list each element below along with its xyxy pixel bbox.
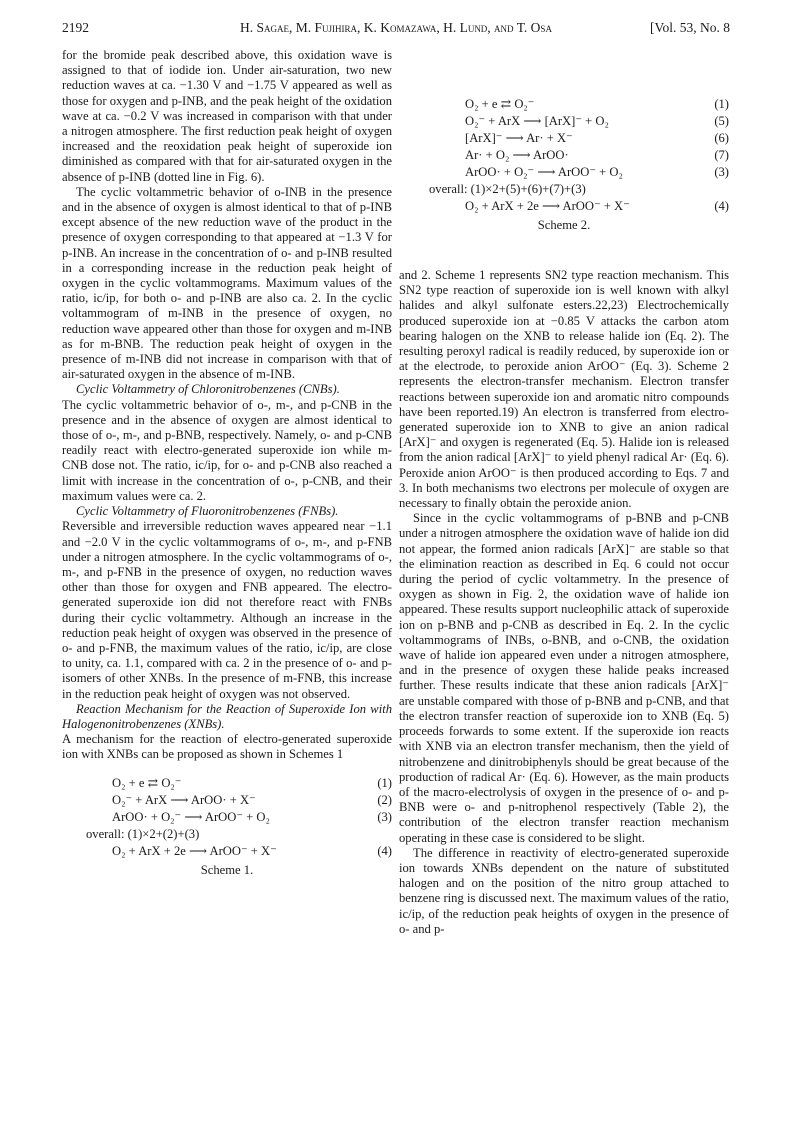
paragraph: The cyclic voltammetric behavior of o-, m-, and p-CNB in the presence and in the absence of oxygen are almost identical to those of o-, m-, and p-BNB, respectively. Namely, o- and p-CNB readily react with electro-generated superoxide ion while m-CNB dose not. The ratio, ic/ip, for o- and p-CNB also reached a limit with increase in the concentration of o-, p-CNB, and their maximum values were ca. 2. <box>62 397 392 503</box>
scheme-1 <box>62 775 392 878</box>
paragraph: The difference in reactivity of electro-generated superoxide ion towards XNBs dependent on the nature of substituted halogen and on the position of the nitro group attached to benzene ring is discussed next. The maximum values of the ratio, ic/ip, of the reduction peak heights of oxygen in the presence of o- and p- <box>399 845 729 936</box>
equation-row <box>62 775 392 792</box>
equation-number: (3) <box>377 809 392 824</box>
equation-row <box>399 181 729 198</box>
section-heading: Cyclic Voltammetry of Fluoronitrobenzenes (FNBs). <box>76 504 339 519</box>
scheme-2 <box>399 96 729 233</box>
equation-row <box>62 843 392 860</box>
equation-row <box>62 792 392 809</box>
equation: O₂ + ArX + 2e ⟶ ArOO⁻ + X⁻ <box>465 199 630 213</box>
equation-row <box>399 113 729 130</box>
equation-number: (3) <box>714 165 729 179</box>
section-heading: Cyclic Voltammetry of Chloronitrobenzenes (CNBs). <box>76 382 340 397</box>
equation: O₂ + e ⇄ O₂⁻ <box>465 97 535 111</box>
equation: Ar· + O₂ ⟶ ArOO· <box>465 148 569 162</box>
author-line: H. Sagae, M. Fujihira, K. Komazawa, H. Lund, and T. Osa <box>240 20 552 35</box>
equation: [ArX]⁻ ⟶ Ar· + X⁻ <box>465 131 573 145</box>
volume-label: [Vol. 53, No. 8 <box>649 20 730 35</box>
equation-row <box>399 130 729 147</box>
equation-row <box>399 198 729 215</box>
running-header <box>62 20 730 40</box>
equation: overall: (1)×2+(2)+(3) <box>86 826 200 841</box>
equation: O₂⁻ + ArX ⟶ ArOO· + X⁻ <box>112 792 256 807</box>
equation-number: (2) <box>377 792 392 807</box>
section-heading: Reaction Mechanism for the Reaction of Superoxide Ion with Halogenonitrobenzenes (XNBs). <box>62 701 392 731</box>
equation-row <box>62 809 392 826</box>
equation-number: (6) <box>714 131 729 145</box>
equation-number: (4) <box>377 843 392 858</box>
equation-number: (7) <box>714 148 729 162</box>
scheme-caption: Scheme 1. <box>200 862 254 877</box>
scheme-caption: Scheme 2. <box>537 218 591 232</box>
equation-number: (4) <box>714 199 729 213</box>
right-column <box>399 268 729 937</box>
equation: O₂⁻ + ArX ⟶ [ArX]⁻ + O₂ <box>465 114 609 128</box>
equation-number: (5) <box>714 114 729 128</box>
paragraph: Since in the cyclic voltammograms of p-BNB and p-CNB under a nitrogen atmosphere the oxidation wave of halide ion did not appear, the formed anion radicals [ArX]⁻ are stable so that the elimination reaction as described in Eq. 6 could not occur during the period of cyclic voltammetry. In the presence of oxygen as shown in Fig. 2, the oxidation wave of halide ion appeared. These results support nucleophilic attack of superoxide ion on p-BNB and p-CNB as described in Eq. 2. In the cyclic voltammograms of INBs, o-BNB, and o-CNB, the oxidation wave of halide ion appeared even under a nitrogen atmosphere, and in the presence of oxygen these halide peaks increased further. These results indicate that these anion radicals [ArX]⁻ are unstable compared with those of p-BNB and p-CNB, and that the electron transfer reaction of superoxide ion to XNB (Eq. 5) proceeds forwards to some extent. If the superoxide ion reacts with XNB via an electron transfer mechanism, then the yield of nitrobenzene and dinitrobiphenyls should be great because of the production of radical Ar· (Eq. 6). However, as the main products of the macro-electrolysis of oxygen in the presence of o- and p-BNB were o- and p-nitrophenol respectively (Table 2), the contribution of the electron transfer reaction mechanism operating in these case is considered to be slight. <box>399 511 729 845</box>
equation: O₂ + e ⇄ O₂⁻ <box>112 775 182 790</box>
equation-number: (1) <box>377 775 392 790</box>
equation: overall: (1)×2+(5)+(6)+(7)+(3) <box>429 182 586 196</box>
equation-row <box>399 164 729 181</box>
equation-row <box>62 826 392 843</box>
paragraph: and 2. Scheme 1 represents SN2 type reaction mechanism. This SN2 type reaction of superoxide ion is well known with alkyl halides and alkyl sulfonate esters.22,23) Electrochemically produced superoxide ion at −0.85 V attacks the carbon atom bearing halogen on the XNB to release halide ion (Eq. 2). The resulting peroxyl radical is readily reduced, by superoxide ion or at the electrode, to peroxide anion ArOO⁻ (Eq. 3). Scheme 2 represents the electron-transfer mechanism. Electron transfer reactions between superoxide ion and aromatic nitro compounds have been reported.19) An electron is transferred from electro-generated superoxide ion to XNB to give an anion radical [ArX]⁻ and oxygen is regenerated (Eq. 5). Halide ion is released from the anion radical [ArX]⁻ to yield phenyl radical Ar· (Eq. 6). Peroxide anion ArOO⁻ is then produced according to Eqs. 7 and 3. In both mechanisms two electrons per molecule of oxygen are necessary to finally obtain the peroxide anion. <box>399 268 729 511</box>
paragraph: for the bromide peak described above, this oxidation wave is assigned to that of iodide ion. Under air-saturation, two new reduction waves at ca. −1.30 V and −1.75 V appeared as well as those for oxygen and p-INB, and the peak height of the oxidation wave at ca. −0.2 V was increased in comparison with that under a nitrogen atmosphere. The first reduction peak height of oxygen increased and the reoxidation peak height of superoxide ion diminished as compared with that for air-saturated oxygen in the absence of p-INB (dotted line in Fig. 6). <box>62 48 392 184</box>
equation: ArOO· + O₂⁻ ⟶ ArOO⁻ + O₂ <box>112 809 270 824</box>
equation-row <box>399 96 729 113</box>
page-number: 2192 <box>62 20 89 35</box>
equation-number: (1) <box>714 97 729 111</box>
equation-row <box>399 147 729 164</box>
paragraph: The cyclic voltammetric behavior of o-INB in the presence and in the absence of oxygen is almost identical to that of p-INB except absence of the new reduction wave of the product in the presence of oxygen corresponding to that appeared at −1.3 V for p-INB. An increase in the concentration of o- and p-INB resulted in a corresponding increase in the reduction peak height of oxygen in the cyclic voltammograms. Maximum values of the ratio, ic/ip, for both o- and p-INB are also ca. 2. In the cyclic voltammogram of m-INB in the presence of oxygen, no reduction wave appeared other than those for oxygen and m-INB as for m-BNB. The reduction peak height of oxygen in the presence of m-INB did not increase in comparison with that of air-saturated oxygen in the absence of m-INB. <box>62 184 392 382</box>
equation: ArOO· + O₂⁻ ⟶ ArOO⁻ + O₂ <box>465 165 623 179</box>
left-column <box>62 48 392 878</box>
paragraph: Reversible and irreversible reduction waves appeared near −1.1 and −2.0 V in the cyclic voltammograms of o-, m-, and p-FNB under a nitrogen atmosphere. In the cyclic voltammograms of o-, m-, and p-FNB in the presence of oxygen, no reduction waves other than those for oxygen and FNB appeared. The electro-generated superoxide ion did not therefore react with FNBs during their cyclic voltammetry. Although an increase in the reduction peak height of oxygen was observed in the presence of o- and p-FNB, the maximum values of the ratio, ic/ip, are close to unity, ca. 1.1, compared with ca. 2 in the presence of o- and p-isomers of other XNBs. In the presence of m-FNB, this increase in the reduction peak height of oxygen was not observed. <box>62 519 392 701</box>
equation: O₂ + ArX + 2e ⟶ ArOO⁻ + X⁻ <box>112 843 277 858</box>
paragraph: A mechanism for the reaction of electro-generated superoxide ion with XNBs can be proposed as shown in Schemes 1 <box>62 732 392 762</box>
